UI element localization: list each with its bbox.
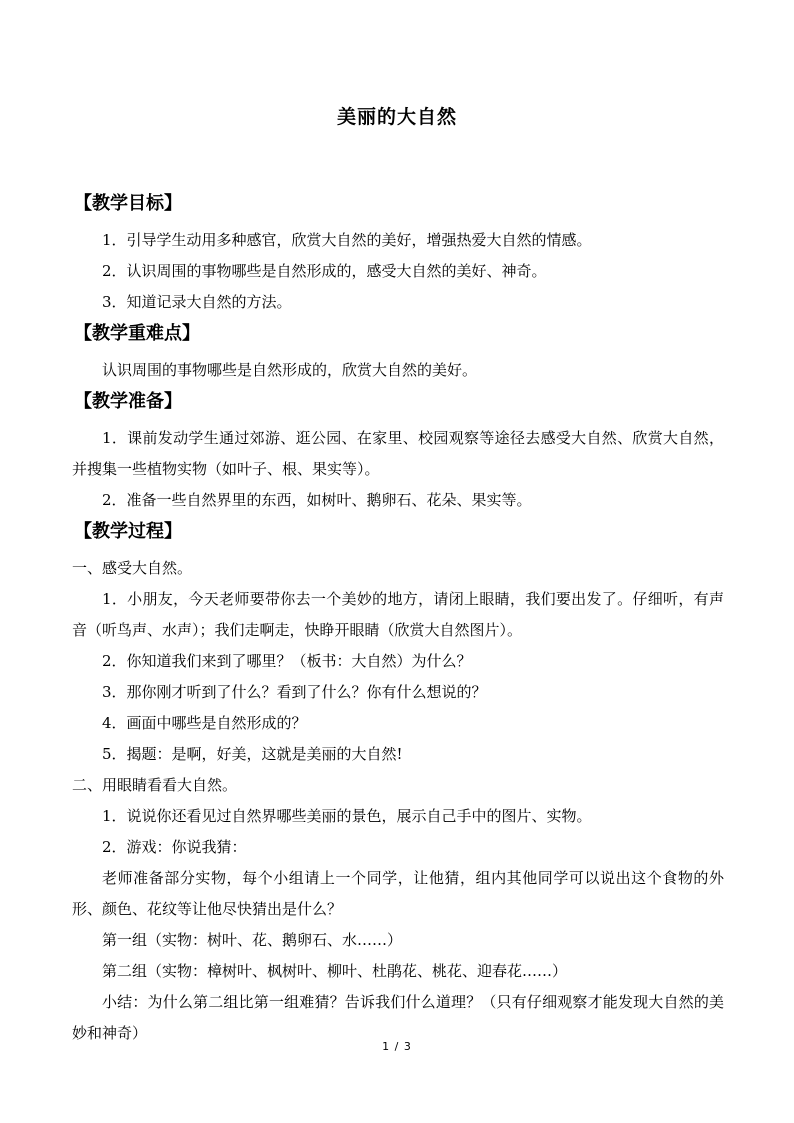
process-part2-title: 二、用眼睛看看大自然。 (72, 776, 238, 794)
process-part2-item-4: 第一组（实物：树叶、花、鹅卵石、水……） (102, 931, 403, 949)
heading-key-points: 【教学重难点】 (74, 323, 200, 344)
process-part2-item-5: 第二组（实物：樟树叶、枫树叶、柳叶、杜鹃花、桃花、迎春花……） (102, 962, 568, 980)
process-part1-item-3: 3．那你刚才听到了什么？看到了什么？你有什么想说的？ (102, 683, 487, 701)
document-body (72, 188, 724, 1049)
page-number: 1 / 3 (382, 1040, 412, 1053)
process-part1-item-5: 5．揭题：是啊，好美，这就是美丽的大自然! (102, 745, 403, 763)
process-part1-item-4: 4．画面中哪些是自然形成的？ (102, 714, 307, 732)
objective-item-3: 3．知道记录大自然的方法。 (102, 293, 292, 311)
process-part2-item-2: 2．游戏：你说我猜： (102, 838, 247, 856)
heading-objectives: 【教学目标】 (74, 193, 182, 214)
objective-item-1: 1．引导学生动用多种感官，欣赏大自然的美好，增强热爱大自然的情感。 (102, 231, 592, 249)
key-points-text: 认识周围的事物哪些是自然形成的，欣赏大自然的美好。 (102, 361, 478, 379)
page-title: 美丽的大自然 (336, 106, 457, 128)
process-part2-item-1: 1．说说你还看见过自然界哪些美丽的景色，展示自己手中的图片、实物。 (102, 807, 592, 825)
preparation-item-1: 1．课前发动学生通过郊游、逛公园、在家里、校园观察等途径去感受大自然、欣赏大自然，并搜集一些植物实物（如叶子、根、果实等）。 (72, 429, 724, 478)
heading-preparation: 【教学准备】 (74, 391, 182, 412)
objective-item-2: 2．认识周围的事物哪些是自然形成的，感受大自然的美好、神奇。 (102, 262, 547, 280)
process-part2-item-6: 小结：为什么第二组比第一组难猜？告诉我们什么道理？（只有仔细观察才能发现大自然的美妙和神奇） (72, 993, 724, 1042)
preparation-item-2: 2．准备一些自然界里的东西，如树叶、鹅卵石、花朵、果实等。 (102, 491, 532, 509)
process-part1-item-1: 1．小朋友，今天老师要带你去一个美妙的地方，请闭上眼睛，我们要出发了。仔细听，有声音（听鸟声、水声）；我们走啊走，快睁开眼睛（欣赏大自然图片）。 (72, 590, 724, 639)
process-part2-item-3: 老师准备部分实物，每个小组请上一个同学，让他猜，组内其他同学可以说出这个食物的外形、颜色、花纹等让他尽快猜出是什么？ (72, 869, 724, 918)
process-part1-item-2: 2．你知道我们来到了哪里？（板书：大自然）为什么？ (102, 652, 472, 670)
heading-process: 【教学过程】 (74, 521, 182, 542)
process-part1-title: 一、感受大自然。 (72, 559, 193, 577)
